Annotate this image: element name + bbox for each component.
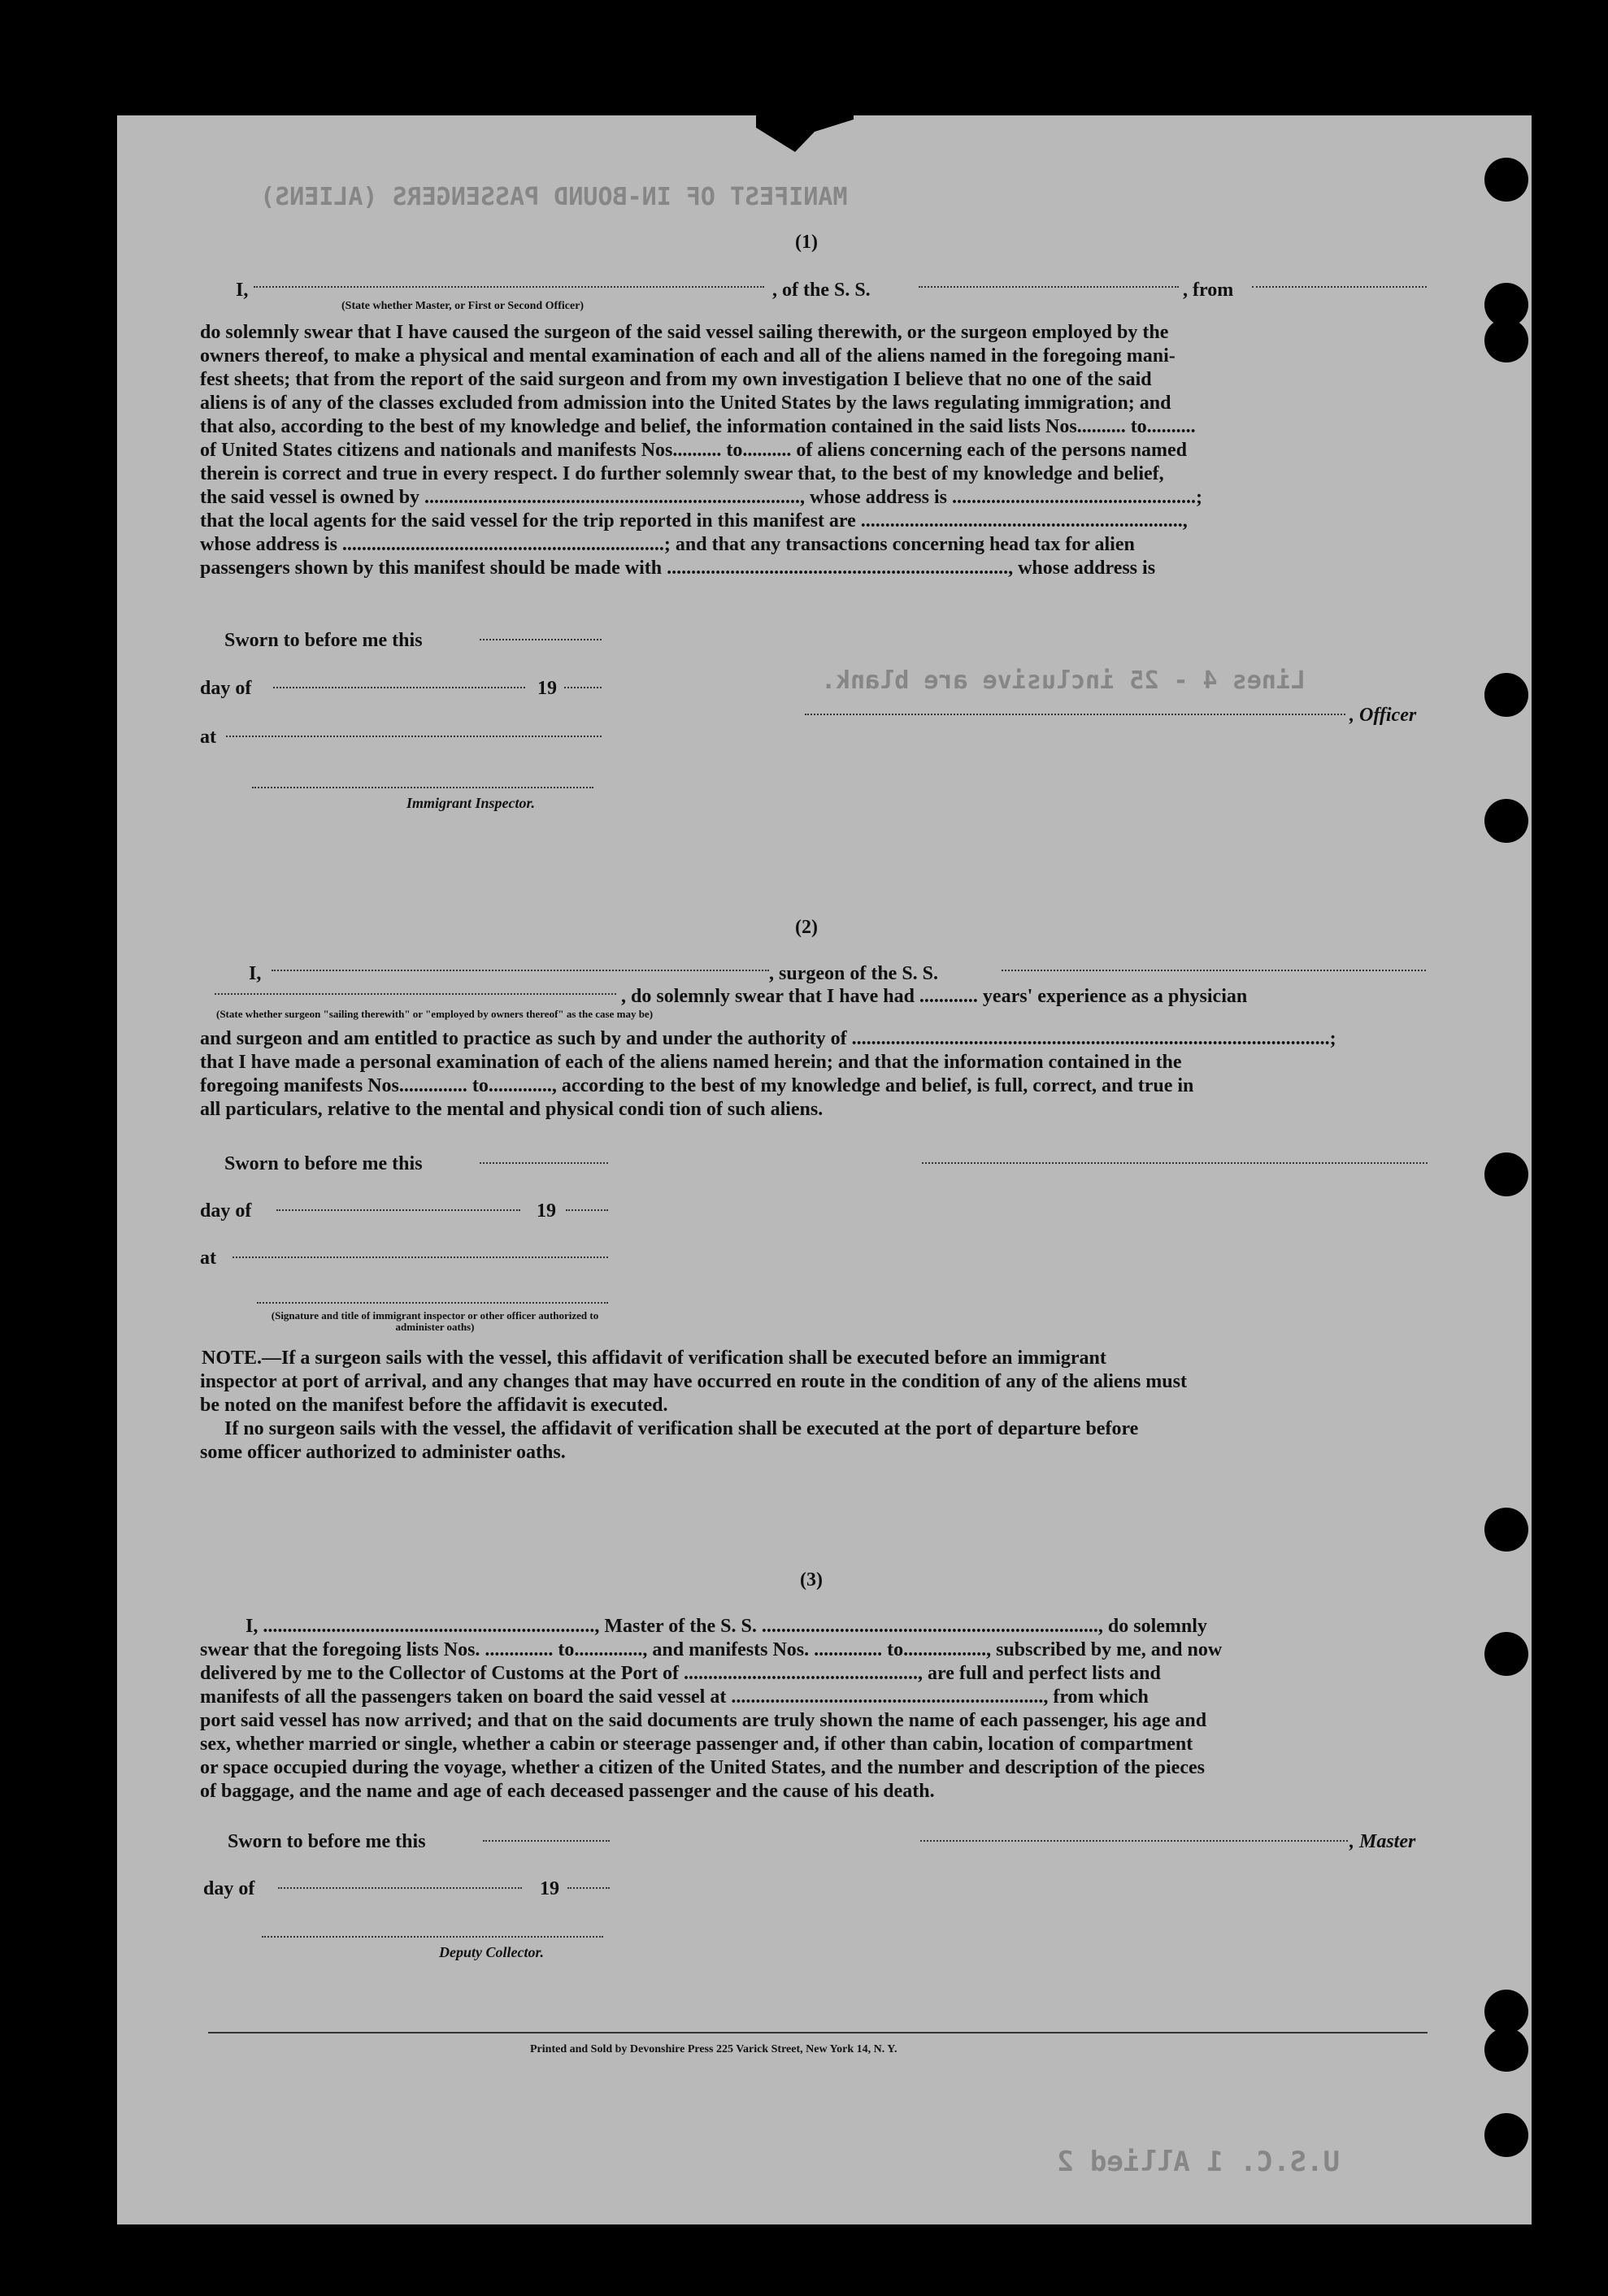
s3-day-of-label: day of [203,1878,255,1899]
s2-year-prefix: 19 [537,1200,556,1222]
s2-state-note: (State whether surgeon "sailing therewith" or "employed by owners thereof" as the case may be) [216,1008,654,1020]
punch-hole [1484,2028,1528,2072]
section-1-number: (1) [795,232,818,253]
s3-oath-paragraph: I, ...................................................................., Master of the S. S. ....................................................................., do solemnly swear that the foregoing lists Nos. .............. to.............., and manifests Nos. .............. to................., subscribed by me, and now delivered by me to the Collector of Customs at the Port of ................................................, are full and perfect lists and manifests of all the passengers taken on board the said vessel at ................................................................, from which port said vessel has now arrived; and that on the said documents are truly shown the name of each passenger, his age and sex, whether married or single, whether a cabin or steerage passenger and, if other than cabin, location of compartment or space occupied during the voyage, whether a citizen of the United States, and the number and description of the pieces of baggage, and the name and age of each deceased passenger and the cause of his death. [200,1616,1223,1802]
bleed-lines-note: Lines 4 - 25 inclusive are blank. [821,666,1306,695]
s1-from: , from [1183,280,1234,301]
vessel-name-field[interactable] [919,286,1179,288]
punch-hole [1484,799,1528,843]
section-3-number: (3) [800,1569,823,1591]
s1-state-note: (State whether Master, or First or Second Officer) [341,300,585,312]
s1-sworn-label: Sworn to before me this [224,630,423,651]
s1-i: I, [236,280,249,301]
s3-day-field[interactable] [278,1887,522,1889]
punch-hole [1484,319,1528,362]
s2-i: I, [249,963,262,984]
s3-year-field[interactable] [567,1887,610,1889]
surgeon-status-field[interactable] [215,993,616,995]
s2-oath-paragraph: and surgeon and am entitled to practice as such by and under the authority of ..................................................................................................; that I have made a personal examination of each of the aliens named herein; and that the information contained in the foregoing manifests Nos.............. to............., according to the best of my knowledge and belief, is full, correct, and true in all particulars, relative to the mental and physical condi tion of such aliens. [200,1028,1336,1120]
surgeon-name-field[interactable] [272,970,769,971]
s2-at-label: at [200,1248,216,1269]
s2-day-of-label: day of [200,1200,252,1222]
s1-oath-paragraph: do solemnly swear that I have caused the surgeon of the said vessel sailing therewith, or the surgeon employed by the owners thereof, to make a physical and mental examination of each and all of the aliens named in the foregoing mani- fest sheets; that from the report of the said surgeon and from my own investigation I believe that no one of the said aliens is of any of the classes excluded from admission into the United States by the laws regulating immigration; and that also, according to the best of my knowledge and belief, the information contained in the said lists Nos.......... to.......... of United States citizens and nationals and manifests Nos.......... to.......... of aliens concerning each of the persons named therein is correct and true in every respect. I do further solemnly swear that, to the best of my knowledge and belief, the said vessel is owned by ............................................................................., whose address is ..................................................; that the local agents for the said vessel for the trip reported in this manifest are .................................................................., whose address is ..................................................................; and that any transactions concerning head tax for alien passengers shown by this manifest should be made with ......................................................................, whose address is [200,322,1202,579]
punch-hole [1484,1632,1528,1676]
inspector-signature-field[interactable] [252,787,593,788]
inspector-label: Immigrant Inspector. [406,795,536,811]
master-label: , Master [1349,1831,1416,1852]
s1-sworn-date-field[interactable] [480,639,602,640]
deputy-label: Deputy Collector. [439,1944,544,1960]
punch-hole [1484,1152,1528,1196]
s2-sworn-date-field[interactable] [480,1162,608,1164]
s2-year-field[interactable] [566,1209,608,1211]
officer-label: , Officer [1349,705,1417,726]
punch-hole [1484,673,1528,717]
s3-year-prefix: 19 [540,1878,559,1899]
punch-hole [1484,2113,1528,2157]
s2-at-field[interactable] [233,1257,608,1258]
s2-do-swear: , do solemnly swear that I have had ............ years' experience as a physician [621,986,1248,1007]
s2-signature-field[interactable] [922,1162,1428,1164]
s1-at-field[interactable] [226,736,602,737]
s2-surgeon-of: , surgeon of the S. S. [769,963,939,984]
s1-day-of-label: day of [200,678,252,699]
from-port-field[interactable] [1252,286,1427,288]
punch-hole [1484,1508,1528,1552]
s1-at-label: at [200,727,216,748]
s2-day-field[interactable] [276,1209,520,1211]
s1-year-prefix: 19 [537,678,557,699]
s2-inspector-signature-field[interactable] [257,1302,608,1304]
footer-rule [208,2032,1428,2033]
s2-sig-note: (Signature and title of immigrant inspector or other officer authorized to administer oaths) [271,1309,599,1333]
s3-sworn-label: Sworn to before me this [228,1831,426,1852]
master-signature-field[interactable] [920,1840,1348,1842]
s2-sworn-label: Sworn to before me this [224,1153,423,1174]
s1-day-field[interactable] [273,687,525,688]
s3-sworn-date-field[interactable] [483,1840,610,1842]
bleed-stamp: U.S.C. 1 Allied 2 [1057,2146,1340,2178]
punch-hole [1484,1990,1528,2033]
s1-of-ss: , of the S. S. [772,280,871,301]
officer-signature-field[interactable] [805,714,1345,715]
s2-vessel-field[interactable] [1002,970,1426,971]
section-2-number: (2) [795,917,818,938]
punch-hole [1484,158,1528,202]
deputy-signature-field[interactable] [262,1936,603,1938]
s1-year-field[interactable] [564,687,602,688]
bleed-header: MANIFEST OF IN-BOUND PASSENGERS (ALIENS) [260,183,848,211]
printer-imprint: Printed and Sold by Devonshire Press 225 Varick Street, New York 14, N. Y. [530,2043,897,2055]
surgeon-note: NOTE.—If a surgeon sails with the vessel, this affidavit of verification shall be executed before an immigrant inspector at port of arrival, and any changes that may have occurred en route in the condition of any of the aliens must be noted on the manifest before the affidavit is executed. If no surgeon sails with the vessel, the affidavit of verification shall be executed at the port of departure before some officer authorized to administer oaths. [200,1348,1187,1463]
officer-name-field[interactable] [254,286,764,288]
